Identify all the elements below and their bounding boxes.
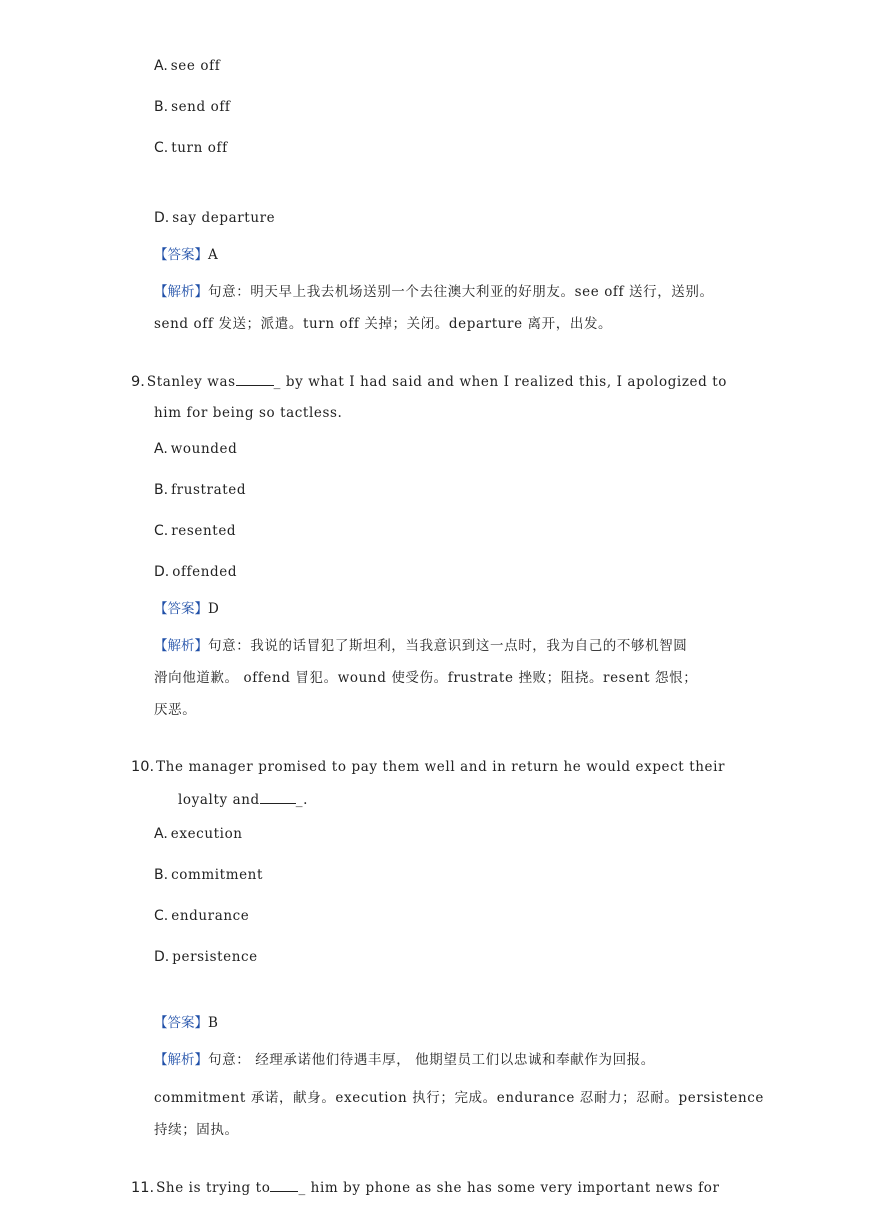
q9-option-b (154, 481, 246, 499)
q10-analysis-line1 (154, 1051, 655, 1069)
q10-stem-line1 (131, 758, 725, 776)
option-text: offended (172, 564, 238, 580)
option-text: persistence (172, 949, 258, 965)
question-number: 11. (131, 1180, 155, 1196)
q11-stem-line1 (131, 1178, 720, 1197)
q10-option-a (154, 825, 243, 843)
q10-option-b (154, 866, 263, 884)
stem-text: Stanley was (146, 374, 236, 390)
q8-analysis-line2: send off 发送；派遣。turn off 关掉；关闭。departure 离开，出发。 (154, 316, 613, 332)
q10-stem-line2 (178, 790, 308, 809)
q8-option-d (154, 209, 275, 227)
stem-text: _ him by phone as she has some very important news for (298, 1180, 720, 1196)
answer-tag: 【答案】 (154, 247, 208, 263)
option-text: resented (171, 523, 237, 539)
analysis-tag: 【解析】 (154, 284, 208, 300)
stem-text: _. (295, 792, 309, 808)
option-text: endurance (171, 908, 250, 924)
option-letter: B. (154, 482, 169, 498)
q10-option-d (154, 948, 258, 966)
answer-blank (236, 372, 274, 386)
q9-analysis-line3: 厌恶。 (154, 702, 197, 718)
option-letter: D. (154, 564, 170, 580)
question-number: 10. (131, 759, 155, 775)
option-text: say departure (172, 210, 276, 226)
q8-option-c (154, 139, 228, 157)
answer-blank (270, 1178, 298, 1192)
option-text: turn off (171, 140, 228, 156)
answer-value: B (208, 1015, 219, 1031)
analysis-text: 句意：明天早上我去机场送别一个去往澳大利亚的好朋友。see off 送行，送别。 (208, 284, 714, 300)
q10-analysis-line3: 持续；固执。 (154, 1122, 239, 1138)
q9-stem-line2: him for being so tactless. (154, 405, 343, 421)
analysis-tag: 【解析】 (154, 1052, 208, 1068)
option-text: send off (171, 99, 231, 115)
answer-value: A (208, 247, 219, 263)
analysis-text: 句意：我说的话冒犯了斯坦利，当我意识到这一点时，我为自己的不够机智圆 (208, 638, 688, 654)
stem-text: The manager promised to pay them well and in return he would expect their (156, 759, 726, 775)
q8-option-a (154, 57, 220, 75)
q9-analysis-line2: 滑向他道歉。 offend 冒犯。wound 使受伤。frustrate 挫败；阻挠。resent 怨恨； (154, 670, 698, 686)
q10-answer (154, 1014, 219, 1032)
option-letter: C. (154, 908, 169, 924)
option-letter: C. (154, 140, 169, 156)
q9-answer (154, 600, 219, 618)
q8-answer (154, 246, 218, 264)
q10-option-c (154, 907, 249, 925)
option-letter: A. (154, 441, 168, 457)
option-text: frustrated (171, 482, 247, 498)
stem-text: _ by what I had said and when I realized this, I apologized to (273, 374, 728, 390)
option-letter: D. (154, 210, 170, 226)
option-text: execution (170, 826, 243, 842)
q10-analysis-line2: commitment 承诺，献身。execution 执行；完成。endurance 忍耐力；忍耐。persistence (154, 1090, 765, 1106)
stem-text: She is trying to (156, 1180, 271, 1196)
answer-value: D (208, 601, 220, 617)
q9-option-a (154, 440, 237, 458)
option-text: see off (170, 58, 221, 74)
option-text: wounded (170, 441, 238, 457)
q9-stem-line1 (131, 372, 727, 391)
answer-tag: 【答案】 (154, 601, 208, 617)
analysis-text: 句意： 经理承诺他们待遇丰厚， 他期望员工们以忠诚和奉献作为回报。 (208, 1052, 655, 1068)
option-letter: B. (154, 99, 169, 115)
q9-analysis-line1 (154, 637, 687, 655)
q8-option-b (154, 98, 231, 116)
stem-text: loyalty and (178, 792, 260, 808)
answer-tag: 【答案】 (154, 1015, 208, 1031)
answer-blank (260, 790, 296, 804)
option-letter: C. (154, 523, 169, 539)
q9-option-d (154, 563, 237, 581)
option-letter: A. (154, 826, 168, 842)
option-letter: A. (154, 58, 168, 74)
option-letter: B. (154, 867, 169, 883)
q9-option-c (154, 522, 236, 540)
q8-analysis-line1 (154, 283, 714, 301)
option-text: commitment (171, 867, 264, 883)
option-letter: D. (154, 949, 170, 965)
question-number: 9. (131, 374, 145, 390)
analysis-tag: 【解析】 (154, 638, 208, 654)
